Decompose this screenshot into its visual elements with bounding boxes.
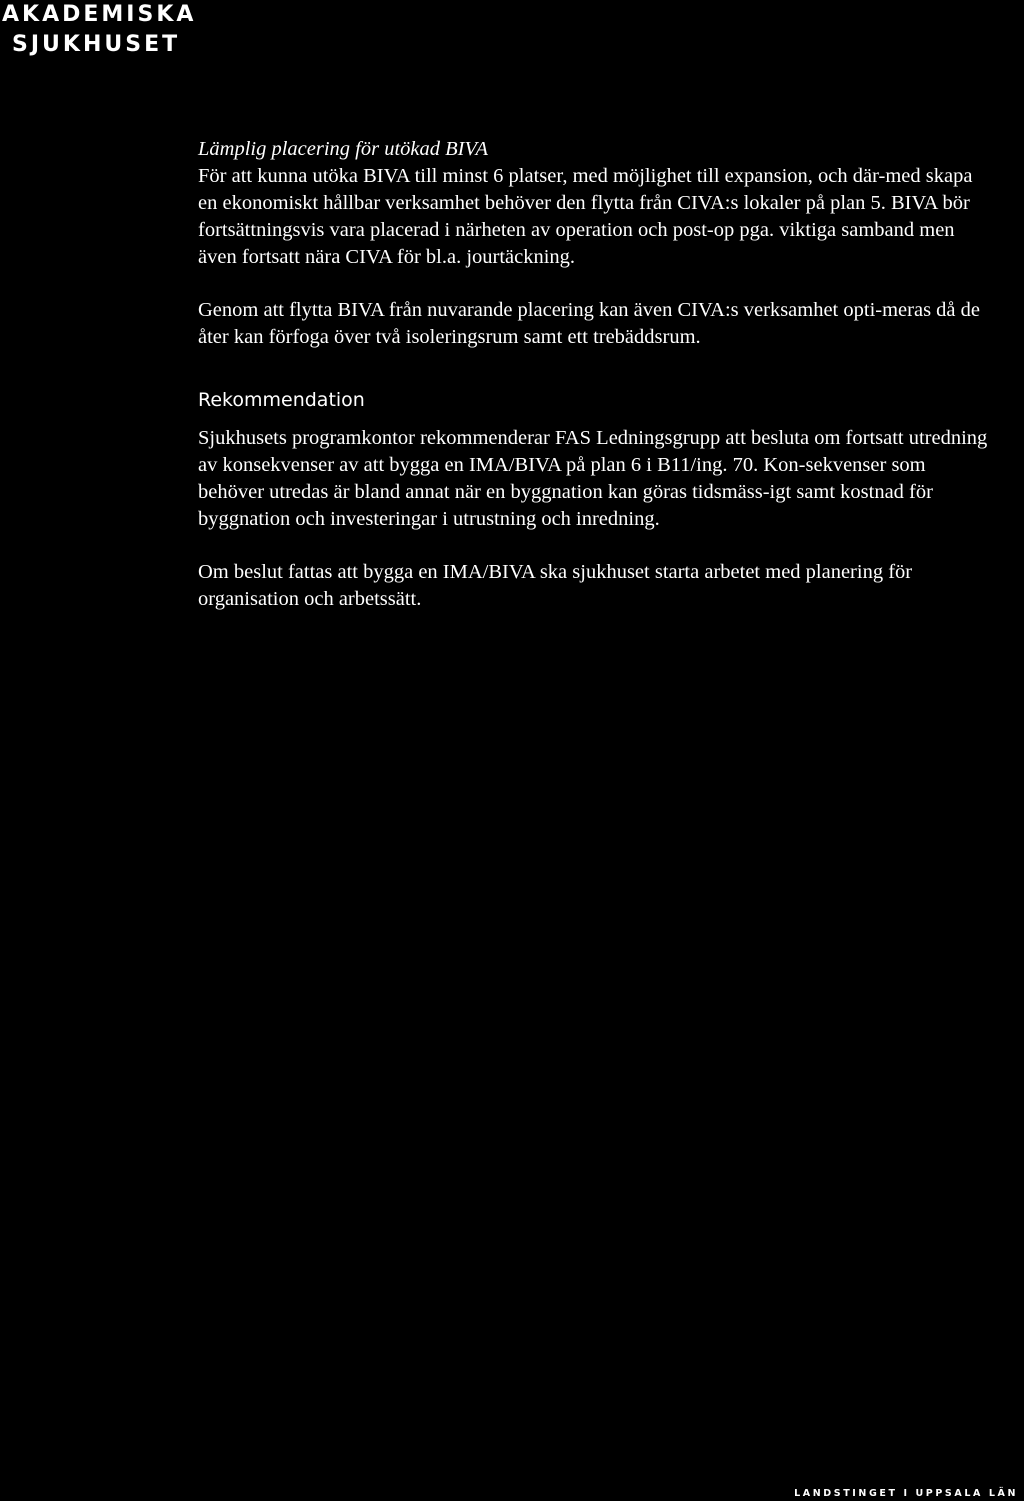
paragraph-civa-optimization: Genom att flytta BIVA från nuvarande placering kan även CIVA:s verksamhet opti-meras då de åter kan förfoga över två isoleringsrum samt ett trebäddsrum. xyxy=(198,299,980,348)
paragraph-decision: Om beslut fattas att bygga en IMA/BIVA ska sjukhuset starta arbetet med planering för organisation och arbetssätt. xyxy=(198,561,913,610)
section-heading-recommendation: Rekommendation xyxy=(198,389,365,411)
paragraph-recommendation: Sjukhusets programkontor rekommenderar FAS Ledningsgrupp att besluta om fortsatt utredning av konsekvenser av att bygga en IMA/BIVA på plan 6 i B11/ing. 70. Kon-sekvenser som behöver utredas är bland annat när en byggnation kan göras tidsmäss-igt samt kostnad för byggnation och investeringar i utrustning och inredning. xyxy=(198,427,988,530)
document-body xyxy=(198,136,988,613)
logo-line-1: AKADEMISKA xyxy=(2,2,197,27)
subheading-placement: Lämplig placering för utökad BIVA xyxy=(198,138,489,160)
hospital-logo xyxy=(2,0,196,60)
logo-line-2: SJUKHUSET xyxy=(12,32,181,57)
footer-organization: LANDSTINGET I UPPSALA LÄN xyxy=(794,1488,1018,1499)
paragraph-placement: För att kunna utöka BIVA till minst 6 platser, med möjlighet till expansion, och där-med skapa en ekonomiskt hållbar verksamhet behöver den flytta från CIVA:s lokaler på plan 5. BIVA bör fortsättningsvis vara placerad i närheten av operation och post-op pga. viktiga samband men även fortsatt nära CIVA för bl.a. jourtäckning. xyxy=(198,165,973,268)
